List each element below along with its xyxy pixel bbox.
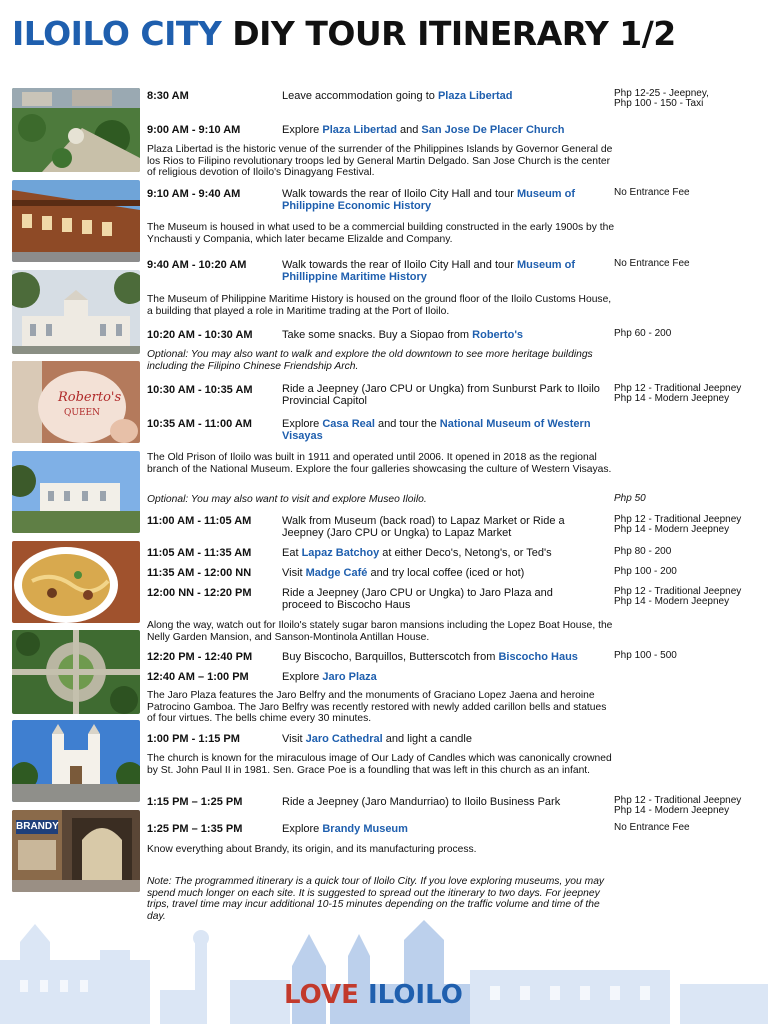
casa-real-photo <box>12 451 140 533</box>
cost-3: No Entrance Fee <box>614 258 690 269</box>
time-4: 10:20 AM - 10:30 AM <box>147 329 253 341</box>
description-1: The Museum is housed in what used to be a commercial building constructed in the early 1900s by the Ynchausti y Compania, which later became Elizalde and Company. <box>147 222 615 245</box>
time-6: 10:35 AM - 11:00 AM <box>147 418 252 430</box>
time-7: 11:00 AM - 11:05 AM <box>147 515 252 527</box>
link-casa-real[interactable]: Casa Real <box>322 418 375 430</box>
itinerary-note: Note: The programmed itinerary is a quick tour of Iloilo City. If you love exploring museums, you may spend much longer on each site. It is suggested to spread out the itinerary to two days. For jeepney trips, travel time may incur additional 10-15 minutes depending on the traffic volume and time of the day. <box>147 876 605 922</box>
time-2: 9:10 AM - 9:40 AM <box>147 188 241 200</box>
title-rest: DIY TOUR ITINERARY 1/2 <box>232 14 676 53</box>
description-2: The Museum of Philippine Maritime History is housed on the ground floor of the Iloilo Customs House, a building that played a role in Maritime trading at the Port of Iloilo. <box>147 294 612 317</box>
time-12: 12:40 AM – 1:00 PM <box>147 671 249 683</box>
cost-10: Php 12 - Traditional Jeepney Php 14 - Modern Jeepney <box>614 586 742 607</box>
cost-0: Php 12-25 - Jeepney, Php 100 - 150 - Taxi <box>614 88 709 109</box>
love-iloilo-banner <box>284 980 463 1010</box>
activity-15: Explore Brandy Museum <box>282 823 408 835</box>
brandy-sign-label: BRANDY <box>16 821 59 832</box>
cost-5: Php 12 - Traditional Jeepney Php 14 - Modern Jeepney <box>614 383 742 404</box>
cost-11: Php 100 - 500 <box>614 650 677 661</box>
cost-9: Php 100 - 200 <box>614 566 677 577</box>
link-national-museum[interactable]: National Museum of Western Visayas <box>282 418 591 442</box>
activity-6: Explore Casa Real and tour the National Museum of Western Visayas <box>282 418 591 442</box>
brandy-museum-photo <box>12 810 140 892</box>
jaro-plaza-aerial-photo <box>12 630 140 714</box>
description-3: The Old Prison of Iloilo was built in 1911 and operated until 2006. It opened in 2018 as the regional branch of the National Museum. Explore the four galleries showcasing the culture of Western Visayas. <box>147 452 612 475</box>
link-maritime-museum[interactable]: Museum of Phillippine Maritime History <box>282 259 576 283</box>
description-4: Along the way, watch out for Iloilo's stately sugar baron mansions including the Lopez Boat House, the Nelly Garden Mansion, and Sanson-Montinola Antillan House. <box>147 620 613 643</box>
description-6: The church is known for the miraculous image of Our Lady of Candles which was canonically crowned by St. John Paul II in 1981. Sen. Grace Poe is a foundling that was left in this church as an infant. <box>147 753 612 776</box>
description-7: Know everything about Brandy, its origin, and its manufacturing process. <box>147 844 477 855</box>
link-plaza-libertad[interactable]: Plaza Libertad <box>437 90 513 102</box>
optional-0: Optional: You may also want to walk and explore the old downtown to see more heritage buildings including the Filipino Chinese Friendship Arch. <box>147 349 593 372</box>
cost-14: Php 12 - Traditional Jeepney Php 14 - Modern Jeepney <box>614 795 742 816</box>
svg-text:Roberto's: Roberto's <box>58 390 122 405</box>
activity-8: Eat Lapaz Batchoy at either Deco's, Netong's, or Ted's <box>282 547 552 559</box>
link-robertos[interactable]: Roberto's <box>472 329 524 341</box>
description-0: Plaza Libertad is the historic venue of the surrender of the Philippines Islands by Governor General de los Rios to Filipino revolutionary troops led by General Martin Delgado. San Jose Church is the center of religious devotion of Iloilo's Dinagyang Festival. <box>147 144 613 178</box>
activity-4: Take some snacks. Buy a Siopao from Roberto's <box>282 329 524 341</box>
jaro-cathedral-photo <box>12 720 140 802</box>
activity-5: Ride a Jeepney (Jaro CPU or Ungka) from Sunburst Park to Iloilo Provincial Capitol <box>282 383 600 407</box>
time-11: 12:20 PM - 12:40 PM <box>147 651 253 663</box>
time-13: 1:00 PM - 1:15 PM <box>147 733 240 745</box>
cost-2: No Entrance Fee <box>614 187 690 198</box>
iloilo-word: ILOILO <box>368 980 463 1010</box>
link-san-jose-church[interactable]: San Jose De Placer Church <box>421 124 565 136</box>
activity-0: Leave accommodation going to Plaza Libertad <box>282 90 513 102</box>
activity-12: Explore Jaro Plaza <box>282 671 377 683</box>
link-biscocho-haus[interactable]: Biscocho Haus <box>498 651 578 663</box>
optional-1-cost: Php 50 <box>614 493 646 504</box>
robertos-siopao-photo <box>12 361 140 443</box>
activity-9: Visit Madge Café and try local coffee (iced or hot) <box>282 567 525 579</box>
activity-10: Ride a Jeepney (Jaro CPU or Ungka) to Jaro Plaza and proceed to Biscocho Haus <box>282 587 553 611</box>
time-14: 1:15 PM – 1:25 PM <box>147 796 243 808</box>
optional-1: Optional: You may also want to visit and explore Museo Iloilo. <box>147 494 427 505</box>
time-5: 10:30 AM - 10:35 AM <box>147 384 253 396</box>
activity-11: Buy Biscocho, Barquillos, Butterscotch from Biscocho Haus <box>282 651 578 663</box>
link-brandy-museum[interactable]: Brandy Museum <box>322 823 408 835</box>
link-lapaz-batchoy[interactable]: Lapaz Batchoy <box>301 547 380 559</box>
title-city: ILOILO CITY <box>12 14 222 53</box>
activity-13: Visit Jaro Cathedral and light a candle <box>282 733 472 745</box>
cost-7: Php 12 - Traditional Jeepney Php 14 - Modern Jeepney <box>614 514 742 535</box>
cost-8: Php 80 - 200 <box>614 546 672 557</box>
activity-14: Ride a Jeepney (Jaro Mandurriao) to Iloilo Business Park <box>282 796 561 808</box>
cost-15: No Entrance Fee <box>614 822 690 833</box>
plaza-aerial-photo <box>12 88 140 172</box>
time-10: 12:00 NN - 12:20 PM <box>147 587 252 599</box>
link-jaro-plaza[interactable]: Jaro Plaza <box>322 671 377 683</box>
link-madge-cafe[interactable]: Madge Café <box>305 567 368 579</box>
activity-2: Walk towards the rear of Iloilo City Hall and tour Museum of Philippine Economic History <box>282 188 576 212</box>
time-3: 9:40 AM - 10:20 AM <box>147 259 247 271</box>
customs-house-photo <box>12 270 140 354</box>
time-15: 1:25 PM – 1:35 PM <box>147 823 243 835</box>
link-economic-museum[interactable]: Museum of Philippine Economic History <box>282 188 576 212</box>
time-1: 9:00 AM - 9:10 AM <box>147 124 241 136</box>
economic-museum-photo <box>12 180 140 262</box>
page-title <box>12 14 676 53</box>
time-9: 11:35 AM - 12:00 NN <box>147 567 252 579</box>
time-8: 11:05 AM - 11:35 AM <box>147 547 252 559</box>
time-0: 8:30 AM <box>147 90 189 102</box>
description-5: The Jaro Plaza features the Jaro Belfry and the monuments of Graciano Lopez Jaena and heroine Patrocino Gamboa. The Jaro Belfry was recently restored with newly added carillon bells and statues of four virtues. The bells chime every 30 minutes. <box>147 690 607 724</box>
link-jaro-cathedral[interactable]: Jaro Cathedral <box>305 733 383 745</box>
love-word: LOVE <box>284 980 359 1010</box>
batchoy-photo <box>12 541 140 623</box>
cost-4: Php 60 - 200 <box>614 328 672 339</box>
activity-3: Walk towards the rear of Iloilo City Hall and tour Museum of Phillippine Maritime History <box>282 259 576 283</box>
link-plaza-libertad-2[interactable]: Plaza Libertad <box>322 124 397 136</box>
svg-text:QUEEN: QUEEN <box>64 408 100 418</box>
activity-1: Explore Plaza Libertad and San Jose De Placer Church <box>282 124 565 136</box>
activity-7: Walk from Museum (back road) to Lapaz Market or Ride a Jeepney (Jaro CPU or Ungka) to Lapaz Market <box>282 515 565 539</box>
